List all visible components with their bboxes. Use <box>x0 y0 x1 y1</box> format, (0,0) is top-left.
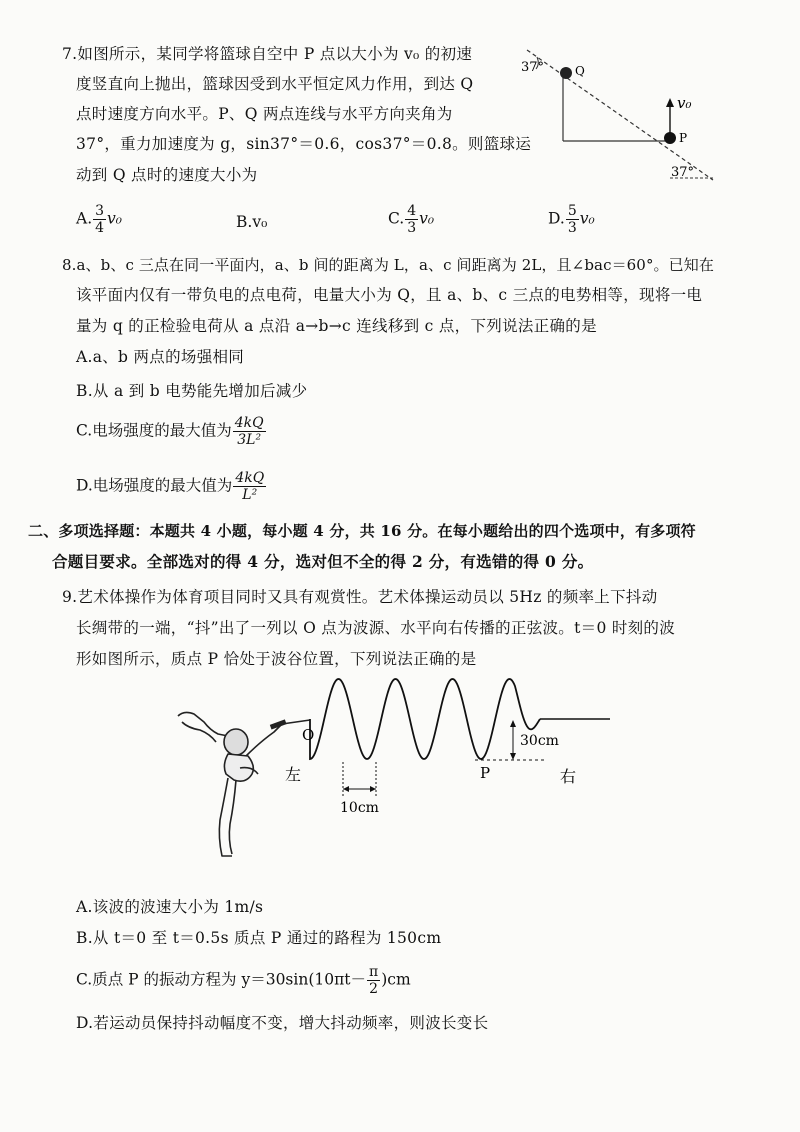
q7-angle-bottom-label: 37° <box>671 165 695 180</box>
amplitude-arrow-top <box>510 720 516 727</box>
section-2-line-2: 合题目要求。全部选对的得 4 分，选对但不全的得 2 分，有选错的得 0 分。 <box>52 552 594 571</box>
q7-line-4: 37°，重力加速度为 g，sin37°＝0.6，cos37°＝0.8。则篮球运 <box>76 135 532 153</box>
q8-option-a: A.a、b 两点的场强相同 <box>76 348 245 366</box>
q9-option-c-prefix: C.质点 P 的振动方程为 y＝30sin(10πt－ <box>76 970 367 989</box>
q7-option-d-tail: v₀ <box>579 209 595 228</box>
wave-label-o: O <box>302 726 315 744</box>
direction-label-right: 右 <box>560 767 577 786</box>
q7-line-3: 点时速度方向水平。P、Q 两点连线与水平方向夹角为 <box>76 105 453 123</box>
direction-label-left: 左 <box>285 765 302 784</box>
q7-line-5: 动到 Q 点时的速度大小为 <box>76 166 258 184</box>
q8-line-1: 8.a、b、c 三点在同一平面内，a、b 间的距离为 L，a、c 间距离为 2L，且∠bac＝60°。已知在 <box>62 256 714 274</box>
q7-trajectory-figure <box>515 44 715 184</box>
q7-velocity-arrowhead <box>666 98 674 107</box>
amplitude-arrow-bottom <box>510 753 516 760</box>
q7-line-2: 度竖直向上抛出，篮球因受到水平恒定风力作用，到达 Q <box>76 75 474 93</box>
q7-option-c-numerator: 4 <box>407 203 417 219</box>
wave-label-p: P <box>480 764 491 782</box>
q7-option-d-prefix: D. <box>548 209 565 228</box>
q7-ball-q <box>560 67 572 79</box>
gymnast-standing-leg-inner <box>229 780 236 854</box>
gymnast-leg-lower-edge <box>182 722 216 742</box>
q7-option-d <box>548 203 595 236</box>
q7-option-c-tail: v₀ <box>419 209 435 228</box>
q9-option-c-tail: )cm <box>381 970 411 989</box>
q7-option-a-numerator: 3 <box>95 203 105 219</box>
q7-label-p: P <box>679 131 688 145</box>
q7-option-d-numerator: 5 <box>567 203 577 219</box>
q7-label-q: Q <box>575 64 585 78</box>
gymnast-head <box>224 729 248 755</box>
q7-option-a <box>76 203 122 236</box>
q8-option-c-denominator: 3L² <box>237 432 262 448</box>
q7-pq-dashed-line <box>527 50 713 180</box>
q8-option-c <box>76 415 267 448</box>
width-arrow-right <box>370 786 376 792</box>
wave-curve <box>310 679 540 759</box>
q9-option-a: A.该波的波速大小为 1m/s <box>76 898 264 916</box>
q9-option-c <box>76 964 411 997</box>
q7-line-1: 7.如图所示，某同学将篮球自空中 P 点以大小为 v₀ 的初速 <box>62 45 473 63</box>
q7-option-c-fraction <box>405 203 418 236</box>
q8-option-b: B.从 a 到 b 电势能先增加后减少 <box>76 382 308 400</box>
q7-angle-top-label: 37° <box>521 60 545 75</box>
q8-option-d <box>76 470 267 503</box>
section-2-line-1: 二、多项选择题：本题共 4 小题，每小题 4 分，共 16 分。在每小题给出的四个选项中，有多项符 <box>28 522 696 540</box>
q9-option-c-numerator: π <box>369 964 379 980</box>
q8-option-d-prefix: D.电场强度的最大值为 <box>76 476 233 495</box>
q8-line-3: 量为 q 的正检验电荷从 a 点沿 a→b→c 连线移到 c 点，下列说法正确的是 <box>76 317 597 335</box>
width-arrow-left <box>343 786 349 792</box>
q7-option-c-denominator: 3 <box>407 220 417 236</box>
q9-option-d: D.若运动员保持抖动幅度不变，增大抖动频率，则波长变长 <box>76 1014 489 1032</box>
q9-line-3: 形如图所示，质点 P 恰处于波谷位置，下列说法正确的是 <box>76 650 477 668</box>
q7-option-a-denominator: 4 <box>95 220 105 236</box>
amplitude-label: 30cm <box>520 733 559 749</box>
q8-line-2: 该平面内仅有一带负电的点电荷，电量大小为 Q，且 a、b、c 三点的电势相等，现将一电 <box>76 286 703 304</box>
q7-option-a-tail: v₀ <box>107 209 123 228</box>
q7-option-c <box>388 203 434 236</box>
q7-label-v0: v₀ <box>677 94 692 112</box>
q9-option-c-denominator: 2 <box>369 981 379 997</box>
q9-line-2: 长绸带的一端，“抖”出了一列以 O 点为波源、水平向右传播的正弦波。t＝0 时刻的波 <box>76 619 676 637</box>
q7-option-a-prefix: A. <box>76 209 93 228</box>
q9-line-1: 9.艺术体操作为体育项目同时又具有观赏性。艺术体操运动员以 5Hz 的频率上下抖动 <box>62 588 658 606</box>
q8-option-c-prefix: C.电场强度的最大值为 <box>76 421 232 440</box>
q8-option-d-fraction <box>233 470 266 503</box>
q8-option-c-numerator: 4kQ <box>234 415 264 431</box>
q7-ball-p <box>664 132 676 144</box>
q7-option-a-fraction <box>93 203 106 236</box>
ribbon-start <box>282 720 310 724</box>
q9-wave-figure <box>170 670 620 885</box>
gymnast-figure <box>178 712 282 856</box>
width-label: 10cm <box>340 800 379 816</box>
q8-option-d-numerator: 4kQ <box>235 470 265 486</box>
q7-option-d-denominator: 3 <box>567 220 577 236</box>
q7-option-b: B.v₀ <box>236 213 268 231</box>
q7-option-d-fraction <box>566 203 579 236</box>
q8-option-c-fraction <box>233 415 266 448</box>
gymnast-arm <box>246 724 282 756</box>
q7-option-c-prefix: C. <box>388 209 405 228</box>
q8-option-d-denominator: L² <box>242 487 258 503</box>
q9-option-c-fraction <box>367 964 380 997</box>
q9-option-b: B.从 t＝0 至 t＝0.5s 质点 P 通过的路程为 150cm <box>76 929 442 947</box>
